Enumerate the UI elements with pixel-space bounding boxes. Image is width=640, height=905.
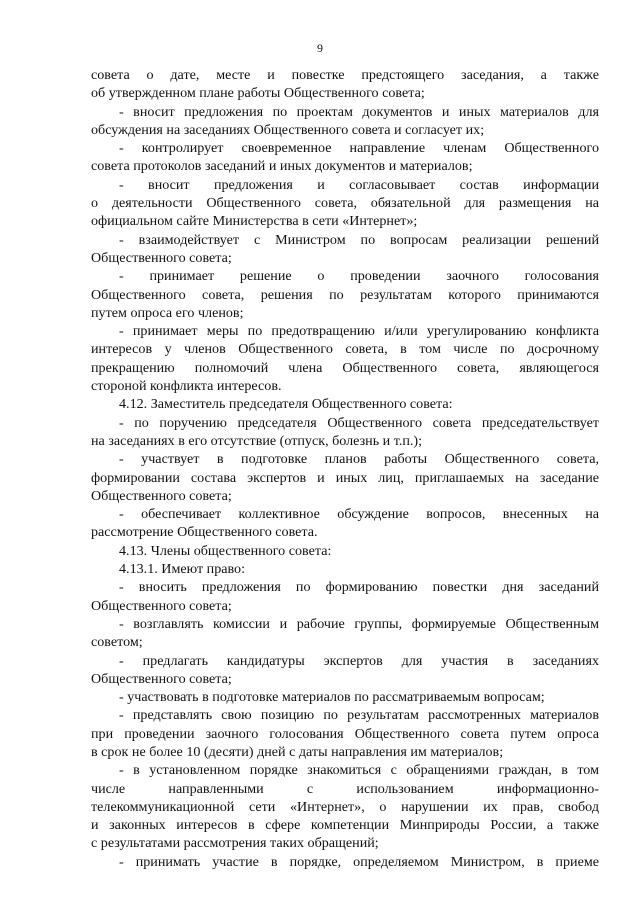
text-line: Общественного совета; (91, 249, 232, 266)
text-line: 4.13.1. Имеют право: (119, 561, 246, 578)
text-line: при проведении заочного голосования Общественного совета путем опроса (91, 725, 599, 742)
text-line: - принимает меры по предотвращению и/или урегулированию конфликта (119, 323, 599, 340)
text-line: 4.13. Члены общественного совета: (119, 542, 332, 559)
text-line: - принимать участие в порядке, определяемом Министром, в приеме (119, 853, 599, 870)
text-line: - возглавлять комиссии и рабочие группы, формируемые Общественным (119, 615, 599, 632)
text-line: Общественного совета; (91, 597, 232, 614)
text-line: - вносит предложения по проектам документов и иных материалов для (119, 103, 599, 120)
text-line: о деятельности Общественного совета, обязательной для размещения на (91, 195, 599, 212)
text-line: - участвовать в подготовке материалов по рассматриваемым вопросам; (119, 689, 545, 706)
text-line: - предлагать кандидатуры экспертов для участия в заседаниях (119, 652, 599, 669)
text-line: с результатами рассмотрения таких обращений; (91, 835, 379, 852)
text-line: в срок не более 10 (десяти) дней с даты направления им материалов; (91, 743, 504, 760)
text-line: числе направленными с использованием информационно- (91, 780, 599, 797)
text-line: обсуждения на заседаниях Общественного совета и согласует их; (91, 121, 485, 138)
body-text (91, 66, 599, 871)
text-line: стороной конфликта интересов. (91, 378, 282, 395)
text-line: об утвержденном плане работы Общественного совета; (91, 85, 425, 102)
text-line: рассмотрение Общественного совета. (91, 524, 318, 541)
text-line: и законных интересов в сфере компетенции Минприроды России, а также (91, 817, 599, 834)
text-line: официальном сайте Министерства в сети «Интернет»; (91, 213, 418, 230)
text-line: - по поручению председателя Общественного совета председательствует (119, 414, 599, 431)
text-line: - принимает решение о проведении заочного голосования (119, 268, 599, 285)
text-line: путем опроса его членов; (91, 304, 244, 321)
text-line: интересов у членов Общественного совета, в том числе по досрочному (91, 341, 599, 358)
text-line: - вносить предложения по формированию повестки дня заседаний (119, 579, 599, 596)
text-line: советом; (91, 634, 143, 651)
text-line: - участвует в подготовке планов работы Общественного совета, (119, 451, 599, 468)
text-line: Общественного совета; (91, 670, 232, 687)
text-line: - обеспечивает коллективное обсуждение вопросов, внесенных на (119, 506, 599, 523)
text-line: - представлять свою позицию по результатам рассмотренных материалов (119, 707, 599, 724)
text-line: Общественного совета; (91, 487, 232, 504)
text-line: - вносит предложения и согласовывает состав информации (119, 176, 599, 193)
text-line: 4.12. Заместитель председателя Общественного совета: (119, 396, 453, 413)
text-line: - взаимодействует с Министром по вопросам реализации решений (119, 231, 599, 248)
page-number: 9 (317, 41, 323, 55)
text-line: - в установленном порядке знакомиться с обращениями граждан, в том (119, 762, 599, 779)
text-line: формировании состава экспертов и иных лиц, приглашаемых на заседание (91, 469, 599, 486)
text-line: прекращению полномочий члена Общественного совета, являющегося (91, 359, 599, 376)
text-line: на заседаниях в его отсутствие (отпуск, болезнь и т.п.); (91, 432, 423, 449)
text-line: - контролирует своевременное направление членам Общественного (119, 140, 599, 157)
text-line: телекоммуникационной сети «Интернет», о нарушении их прав, свобод (91, 798, 599, 815)
text-line: совета о дате, месте и повестке предстоящего заседания, а также (91, 67, 599, 83)
text-line: Общественного совета, решения по результатам которого принимаются (91, 286, 599, 303)
text-line: совета протоколов заседаний и иных документов и материалов; (91, 158, 473, 175)
